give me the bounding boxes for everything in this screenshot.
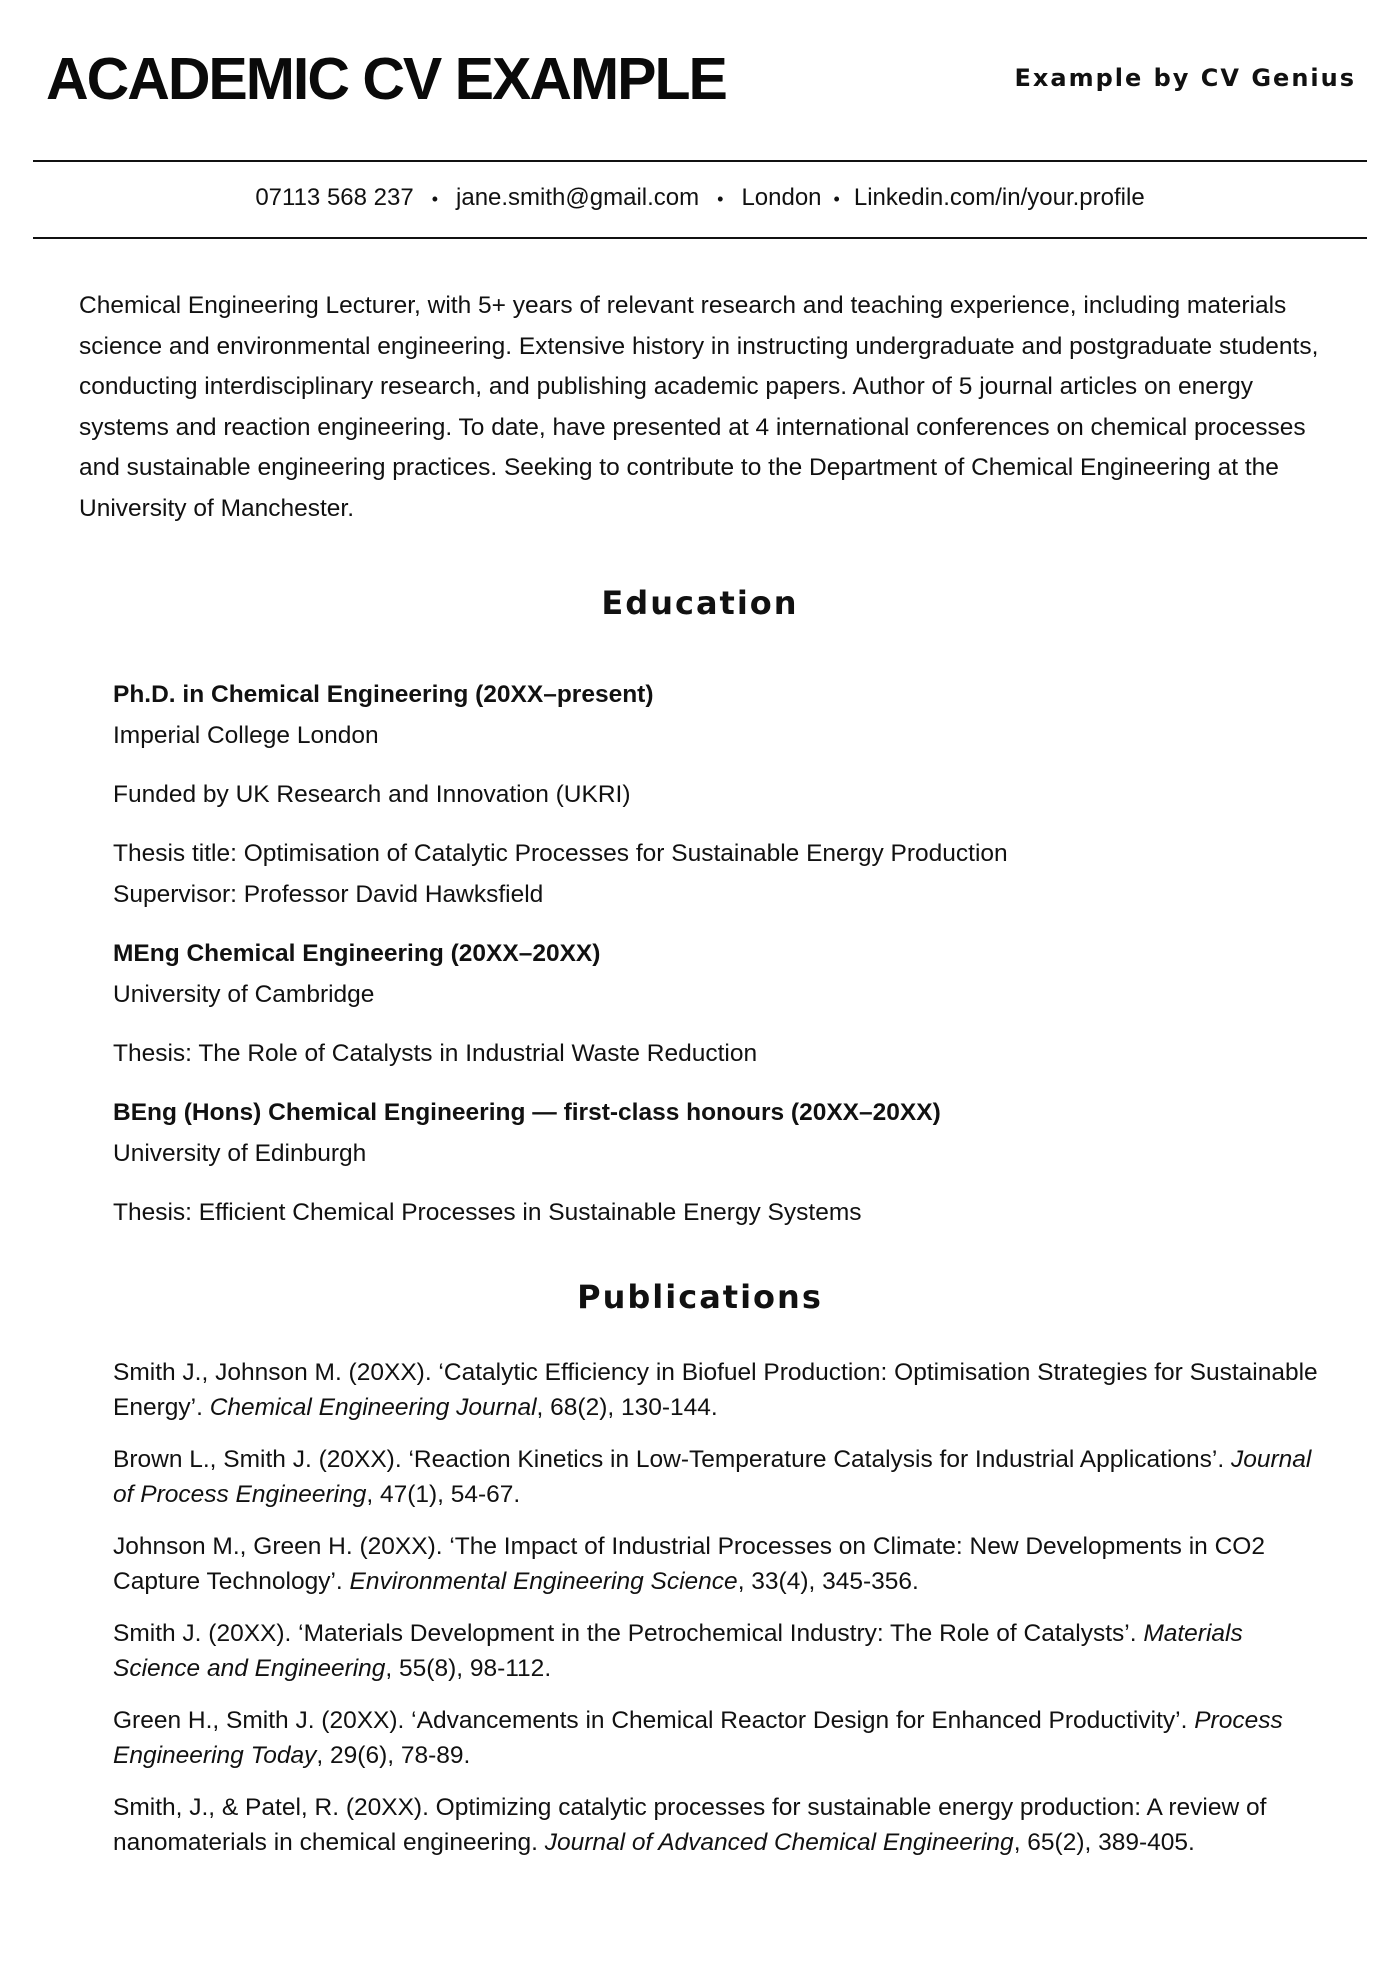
journal-name: Chemical Engineering Journal	[209, 1394, 537, 1421]
contact-linkedin: Linkedin.com/in/your.profile	[853, 184, 1145, 211]
degree-title: Ph.D. in Chemical Engineering (20XX–present)	[113, 681, 654, 708]
citation-text: Green H., Smith J. (20XX). ‘Advancements in Chemical Reactor Design for Enhanced Productivity’.	[113, 1707, 1195, 1734]
citation-text: Smith J. (20XX). ‘Materials Development in the Petrochemical Industry: The Role of Catalysts’.	[113, 1620, 1144, 1647]
publication-entry	[113, 1442, 1331, 1512]
degree-title: MEng Chemical Engineering (20XX–20XX)	[113, 940, 601, 967]
page-title: ACADEMIC CV EXAMPLE	[46, 46, 726, 112]
journal-name: Journal of Process Engineering	[113, 1446, 1312, 1508]
citation-text: Brown L., Smith J. (20XX). ‘Reaction Kinetics in Low-Temperature Catalysis for Industrial Applications’.	[113, 1446, 1231, 1473]
journal-name: Journal of Advanced Chemical Engineering	[544, 1829, 1014, 1856]
thesis-title: Thesis: Efficient Chemical Processes in Sustainable Energy Systems	[113, 1199, 862, 1226]
contact-phone: 07113 568 237	[255, 184, 414, 211]
thesis-title: Thesis title: Optimisation of Catalytic Processes for Sustainable Energy Production	[113, 840, 1008, 867]
funding-note: Funded by UK Research and Innovation (UKRI)	[113, 781, 631, 808]
citation-text: Johnson M., Green H. (20XX). ‘The Impact of Industrial Processes on Climate: New Developments in CO2 Capture Technology’.	[113, 1533, 1265, 1595]
profile-summary: Chemical Engineering Lecturer, with 5+ years of relevant research and teaching experience, including materials science and environmental engineering. Extensive history in instructing undergraduate and postgraduate students, conducting interdisciplinary research, and publishing academic papers. Author of 5 journal articles on energy systems and reaction engineering. To date, have presented at 4 international conferences on chemical processes and sustainable engineering practices. Seeking to contribute to the Department of Chemical Engineering at the University of Manchester.	[79, 292, 1319, 522]
journal-name: Process Engineering Today	[113, 1707, 1283, 1769]
institution: University of Edinburgh	[113, 1140, 367, 1167]
publications-heading: Publications	[577, 1278, 823, 1316]
education-list	[113, 674, 1333, 1251]
publications-list	[113, 1355, 1331, 1877]
education-heading: Education	[601, 584, 799, 622]
publication-entry	[113, 1790, 1331, 1860]
institution: University of Cambridge	[113, 981, 375, 1008]
contact-bottom-divider	[33, 237, 1367, 239]
education-entry	[113, 1092, 1333, 1233]
bullet-separator: •	[717, 189, 724, 209]
citation-text: Smith J., Johnson M. (20XX). ‘Catalytic Efficiency in Biofuel Production: Optimisation Strategies for Sustainable Energy’.	[113, 1359, 1318, 1421]
citation-volume: , 68(2), 130-144.	[536, 1394, 718, 1421]
education-entry	[113, 674, 1333, 915]
publication-entry	[113, 1703, 1331, 1773]
citation-volume: , 33(4), 345-356.	[737, 1568, 919, 1595]
thesis-title: Thesis: The Role of Catalysts in Industrial Waste Reduction	[113, 1040, 758, 1067]
citation-volume: , 29(6), 78-89.	[316, 1742, 471, 1769]
journal-name: Materials Science and Engineering	[113, 1620, 1243, 1682]
contact-location: London	[741, 184, 822, 211]
bullet-separator: •	[833, 189, 840, 209]
cv-header	[46, 44, 1356, 114]
journal-name: Environmental Engineering Science	[349, 1568, 738, 1595]
education-entry	[113, 933, 1333, 1074]
contact-email: jane.smith@gmail.com	[456, 184, 700, 211]
credit-text: Example by CV Genius	[1014, 64, 1356, 92]
supervisor: Supervisor: Professor David Hawksfield	[113, 881, 544, 908]
degree-title: BEng (Hons) Chemical Engineering — first-class honours (20XX–20XX)	[113, 1099, 941, 1126]
citation-volume: , 55(8), 98-112.	[385, 1655, 552, 1682]
contact-top-divider	[33, 160, 1367, 162]
bullet-separator: •	[431, 189, 439, 209]
citation-text: Smith, J., & Patel, R. (20XX). Optimizing catalytic processes for sustainable energy production: A review of nanomaterials in chemical engineering.	[113, 1794, 1267, 1856]
citation-volume: , 47(1), 54-67.	[366, 1481, 521, 1508]
institution: Imperial College London	[113, 722, 379, 749]
publication-entry	[113, 1529, 1331, 1599]
citation-volume: , 65(2), 389-405.	[1013, 1829, 1195, 1856]
publication-entry	[113, 1355, 1331, 1425]
contact-bar	[33, 181, 1367, 216]
publication-entry	[113, 1616, 1331, 1686]
